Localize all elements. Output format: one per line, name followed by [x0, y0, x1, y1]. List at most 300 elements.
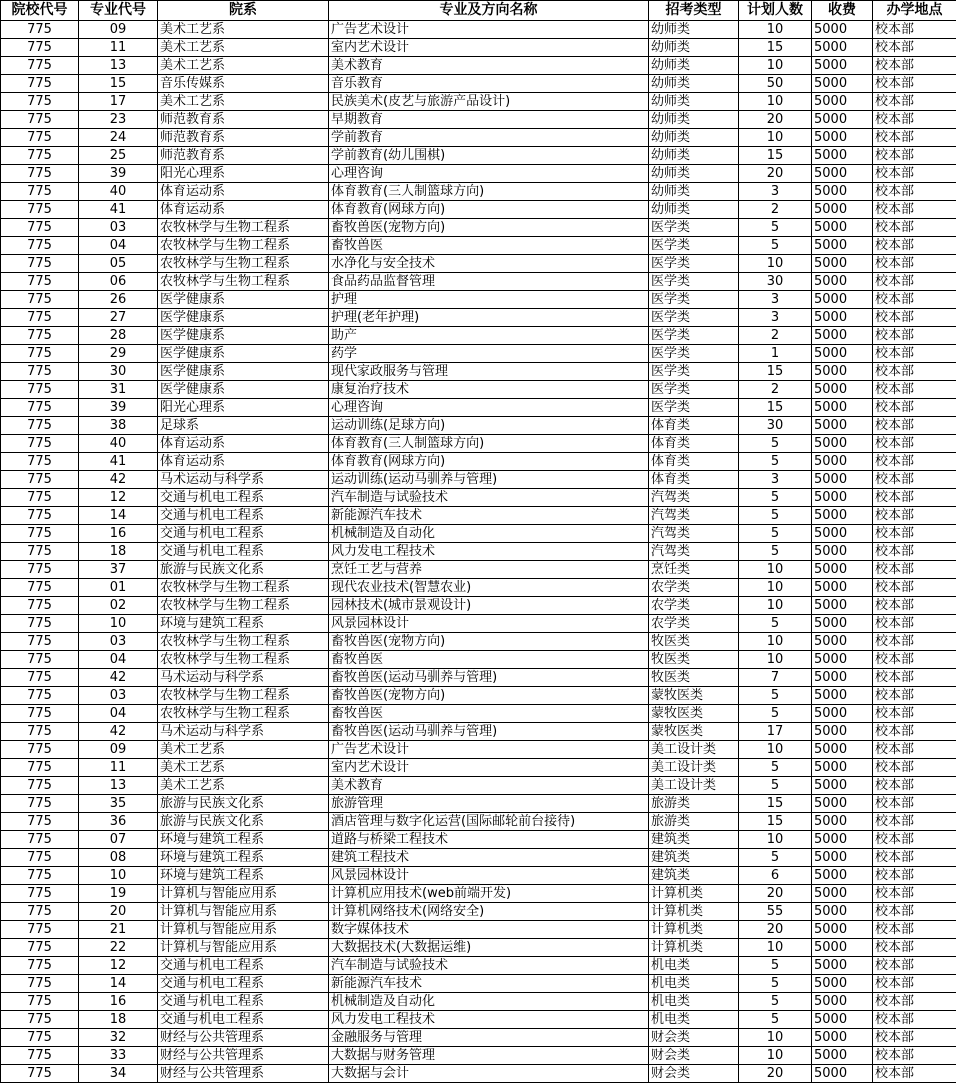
major-code-cell: 01: [79, 579, 158, 597]
major-code-cell: 40: [79, 183, 158, 201]
major-code-cell: 37: [79, 561, 158, 579]
location-cell: 校本部: [873, 1065, 956, 1083]
major-code-cell: 14: [79, 975, 158, 993]
major-name-cell: 畜牧兽医(运动马驯养与管理): [329, 723, 649, 741]
table-row: [1, 453, 956, 471]
location-cell: 校本部: [873, 651, 956, 669]
fee-cell: 5000: [812, 831, 873, 849]
department-cell: 美术工艺系: [158, 759, 329, 777]
exam-type-cell: 机电类: [649, 975, 739, 993]
department-cell: 交通与机电工程系: [158, 543, 329, 561]
department-cell: 旅游与民族文化系: [158, 813, 329, 831]
exam-type-cell: 计算机类: [649, 939, 739, 957]
major-code-cell: 04: [79, 705, 158, 723]
major-name-cell: 新能源汽车技术: [329, 975, 649, 993]
fee-cell: 5000: [812, 777, 873, 795]
table-row: [1, 669, 956, 687]
major-name-cell: 汽车制造与试验技术: [329, 957, 649, 975]
major-code-cell: 33: [79, 1047, 158, 1065]
table-row: [1, 75, 956, 93]
plan-count-cell: 10: [739, 831, 812, 849]
location-cell: 校本部: [873, 687, 956, 705]
school-code-cell: 775: [1, 669, 79, 687]
fee-cell: 5000: [812, 669, 873, 687]
location-cell: 校本部: [873, 363, 956, 381]
plan-count-cell: 15: [739, 39, 812, 57]
location-cell: 校本部: [873, 723, 956, 741]
school-code-cell: 775: [1, 165, 79, 183]
plan-count-cell: 5: [739, 615, 812, 633]
major-code-cell: 39: [79, 399, 158, 417]
location-cell: 校本部: [873, 543, 956, 561]
department-cell: 农牧林学与生物工程系: [158, 255, 329, 273]
school-code-cell: 775: [1, 741, 79, 759]
major-name-cell: 美术教育: [329, 57, 649, 75]
exam-type-cell: 幼师类: [649, 93, 739, 111]
school-code-cell: 775: [1, 489, 79, 507]
location-cell: 校本部: [873, 291, 956, 309]
school-code-cell: 775: [1, 453, 79, 471]
plan-count-cell: 7: [739, 669, 812, 687]
plan-count-cell: 10: [739, 741, 812, 759]
exam-type-cell: 幼师类: [649, 111, 739, 129]
school-code-cell: 775: [1, 525, 79, 543]
location-cell: 校本部: [873, 21, 956, 39]
department-cell: 交通与机电工程系: [158, 957, 329, 975]
location-cell: 校本部: [873, 255, 956, 273]
table-row: [1, 363, 956, 381]
fee-cell: 5000: [812, 255, 873, 273]
plan-count-cell: 15: [739, 813, 812, 831]
department-cell: 财经与公共管理系: [158, 1065, 329, 1083]
major-name-cell: 现代农业技术(智慧农业): [329, 579, 649, 597]
plan-count-cell: 5: [739, 219, 812, 237]
major-name-cell: 旅游管理: [329, 795, 649, 813]
major-name-cell: 学前教育(幼儿围棋): [329, 147, 649, 165]
fee-cell: 5000: [812, 381, 873, 399]
fee-cell: 5000: [812, 867, 873, 885]
department-cell: 师范教育系: [158, 111, 329, 129]
school-code-header: 院校代号: [1, 1, 79, 21]
exam-type-cell: 财会类: [649, 1029, 739, 1047]
department-cell: 体育运动系: [158, 435, 329, 453]
exam-type-header: 招考类型: [649, 1, 739, 21]
department-cell: 医学健康系: [158, 363, 329, 381]
location-cell: 校本部: [873, 273, 956, 291]
major-name-cell: 金融服务与管理: [329, 1029, 649, 1047]
exam-type-cell: 牧医类: [649, 633, 739, 651]
location-cell: 校本部: [873, 1047, 956, 1065]
department-cell: 财经与公共管理系: [158, 1047, 329, 1065]
exam-type-cell: 医学类: [649, 327, 739, 345]
school-code-cell: 775: [1, 417, 79, 435]
location-cell: 校本部: [873, 597, 956, 615]
school-code-cell: 775: [1, 705, 79, 723]
major-name-cell: 畜牧兽医(运动马驯养与管理): [329, 669, 649, 687]
major-code-cell: 27: [79, 309, 158, 327]
exam-type-cell: 体育类: [649, 453, 739, 471]
school-code-cell: 775: [1, 507, 79, 525]
major-name-cell: 机械制造及自动化: [329, 525, 649, 543]
department-cell: 阳光心理系: [158, 399, 329, 417]
location-cell: 校本部: [873, 561, 956, 579]
table-row: [1, 471, 956, 489]
fee-cell: 5000: [812, 813, 873, 831]
fee-cell: 5000: [812, 615, 873, 633]
table-row: [1, 1011, 956, 1029]
table-row: [1, 993, 956, 1011]
exam-type-cell: 汽驾类: [649, 507, 739, 525]
major-code-cell: 15: [79, 75, 158, 93]
table-row: [1, 975, 956, 993]
table-row: [1, 759, 956, 777]
fee-cell: 5000: [812, 309, 873, 327]
school-code-cell: 775: [1, 723, 79, 741]
department-cell: 交通与机电工程系: [158, 525, 329, 543]
major-name-cell: 体育教育(三人制篮球方向): [329, 435, 649, 453]
department-cell: 农牧林学与生物工程系: [158, 651, 329, 669]
location-cell: 校本部: [873, 741, 956, 759]
fee-cell: 5000: [812, 147, 873, 165]
location-cell: 校本部: [873, 183, 956, 201]
table-row: [1, 849, 956, 867]
school-code-cell: 775: [1, 237, 79, 255]
table-row: [1, 615, 956, 633]
plan-count-cell: 5: [739, 435, 812, 453]
exam-type-cell: 农学类: [649, 615, 739, 633]
school-code-cell: 775: [1, 75, 79, 93]
major-code-cell: 25: [79, 147, 158, 165]
school-code-cell: 775: [1, 471, 79, 489]
plan-count-cell: 3: [739, 291, 812, 309]
exam-type-cell: 农学类: [649, 597, 739, 615]
location-cell: 校本部: [873, 525, 956, 543]
major-name-cell: 计算机应用技术(web前端开发): [329, 885, 649, 903]
school-code-cell: 775: [1, 363, 79, 381]
major-name-cell: 民族美术(皮艺与旅游产品设计): [329, 93, 649, 111]
exam-type-cell: 烹饪类: [649, 561, 739, 579]
department-cell: 农牧林学与生物工程系: [158, 633, 329, 651]
table-row: [1, 39, 956, 57]
plan-count-cell: 10: [739, 633, 812, 651]
school-code-cell: 775: [1, 957, 79, 975]
department-cell: 阳光心理系: [158, 165, 329, 183]
major-name-cell: 现代家政服务与管理: [329, 363, 649, 381]
major-code-cell: 03: [79, 219, 158, 237]
major-code-cell: 04: [79, 237, 158, 255]
plan-count-cell: 20: [739, 111, 812, 129]
department-cell: 马术运动与科学系: [158, 471, 329, 489]
fee-cell: 5000: [812, 849, 873, 867]
table-row: [1, 201, 956, 219]
table-row: [1, 129, 956, 147]
school-code-cell: 775: [1, 867, 79, 885]
location-cell: 校本部: [873, 165, 956, 183]
exam-type-cell: 机电类: [649, 993, 739, 1011]
school-code-cell: 775: [1, 885, 79, 903]
location-cell: 校本部: [873, 633, 956, 651]
major-name-cell: 道路与桥梁工程技术: [329, 831, 649, 849]
department-cell: 环境与建筑工程系: [158, 831, 329, 849]
fee-cell: 5000: [812, 183, 873, 201]
location-cell: 校本部: [873, 93, 956, 111]
school-code-cell: 775: [1, 939, 79, 957]
exam-type-cell: 建筑类: [649, 867, 739, 885]
major-name-cell: 食品药品监督管理: [329, 273, 649, 291]
table-row: [1, 1047, 956, 1065]
exam-type-cell: 美工设计类: [649, 741, 739, 759]
major-name-cell: 畜牧兽医: [329, 237, 649, 255]
major-code-cell: 03: [79, 687, 158, 705]
plan-count-cell: 10: [739, 651, 812, 669]
department-cell: 音乐传媒系: [158, 75, 329, 93]
school-code-cell: 775: [1, 777, 79, 795]
fee-cell: 5000: [812, 723, 873, 741]
location-cell: 校本部: [873, 39, 956, 57]
location-cell: 校本部: [873, 777, 956, 795]
major-name-cell: 新能源汽车技术: [329, 507, 649, 525]
location-cell: 校本部: [873, 795, 956, 813]
fee-cell: 5000: [812, 633, 873, 651]
major-name-cell: 烹饪工艺与营养: [329, 561, 649, 579]
school-code-cell: 775: [1, 831, 79, 849]
exam-type-cell: 幼师类: [649, 57, 739, 75]
location-cell: 校本部: [873, 147, 956, 165]
major-name-cell: 心理咨询: [329, 399, 649, 417]
plan-count-cell: 5: [739, 489, 812, 507]
table-row: [1, 327, 956, 345]
school-code-cell: 775: [1, 201, 79, 219]
major-code-cell: 02: [79, 597, 158, 615]
exam-type-cell: 医学类: [649, 345, 739, 363]
location-cell: 校本部: [873, 57, 956, 75]
major-name-cell: 风景园林设计: [329, 867, 649, 885]
school-code-cell: 775: [1, 57, 79, 75]
department-cell: 马术运动与科学系: [158, 723, 329, 741]
location-cell: 校本部: [873, 939, 956, 957]
department-cell: 足球系: [158, 417, 329, 435]
exam-type-cell: 医学类: [649, 291, 739, 309]
exam-type-cell: 幼师类: [649, 75, 739, 93]
table-row: [1, 687, 956, 705]
location-cell: 校本部: [873, 111, 956, 129]
plan-count-cell: 10: [739, 939, 812, 957]
table-row: [1, 417, 956, 435]
department-cell: 美术工艺系: [158, 21, 329, 39]
exam-type-cell: 蒙牧医类: [649, 723, 739, 741]
fee-cell: 5000: [812, 705, 873, 723]
plan-count-cell: 15: [739, 147, 812, 165]
location-cell: 校本部: [873, 507, 956, 525]
department-header: 院系: [158, 1, 329, 21]
location-cell: 校本部: [873, 759, 956, 777]
school-code-cell: 775: [1, 561, 79, 579]
fee-cell: 5000: [812, 363, 873, 381]
exam-type-cell: 建筑类: [649, 831, 739, 849]
major-name-cell: 酒店管理与数字化运营(国际邮轮前台接待): [329, 813, 649, 831]
fee-cell: 5000: [812, 39, 873, 57]
major-name-cell: 大数据技术(大数据运维): [329, 939, 649, 957]
fee-cell: 5000: [812, 651, 873, 669]
table-row: [1, 1065, 956, 1083]
department-cell: 农牧林学与生物工程系: [158, 219, 329, 237]
major-name-cell: 水净化与安全技术: [329, 255, 649, 273]
school-code-cell: 775: [1, 309, 79, 327]
school-code-cell: 775: [1, 291, 79, 309]
table-row: [1, 507, 956, 525]
major-code-cell: 24: [79, 129, 158, 147]
table-row: [1, 165, 956, 183]
plan-count-cell: 10: [739, 57, 812, 75]
school-code-cell: 775: [1, 399, 79, 417]
fee-cell: 5000: [812, 597, 873, 615]
plan-count-cell: 3: [739, 309, 812, 327]
plan-count-cell: 10: [739, 93, 812, 111]
major-code-cell: 05: [79, 255, 158, 273]
school-code-cell: 775: [1, 579, 79, 597]
major-name-cell: 体育教育(三人制篮球方向): [329, 183, 649, 201]
exam-type-cell: 财会类: [649, 1047, 739, 1065]
location-cell: 校本部: [873, 201, 956, 219]
department-cell: 农牧林学与生物工程系: [158, 597, 329, 615]
exam-type-cell: 计算机类: [649, 903, 739, 921]
plan-count-cell: 5: [739, 687, 812, 705]
department-cell: 美术工艺系: [158, 93, 329, 111]
exam-type-cell: 幼师类: [649, 21, 739, 39]
exam-type-cell: 医学类: [649, 255, 739, 273]
fee-cell: 5000: [812, 435, 873, 453]
table-body: [1, 21, 956, 1083]
plan-count-cell: 6: [739, 867, 812, 885]
major-name-cell: 室内艺术设计: [329, 39, 649, 57]
school-code-cell: 775: [1, 93, 79, 111]
header-row: [1, 1, 956, 21]
department-cell: 环境与建筑工程系: [158, 849, 329, 867]
major-code-cell: 18: [79, 1011, 158, 1029]
major-code-cell: 11: [79, 759, 158, 777]
major-name-cell: 护理(老年护理): [329, 309, 649, 327]
table-row: [1, 795, 956, 813]
school-code-cell: 775: [1, 183, 79, 201]
plan-count-cell: 30: [739, 273, 812, 291]
location-cell: 校本部: [873, 75, 956, 93]
fee-cell: 5000: [812, 543, 873, 561]
school-code-cell: 775: [1, 651, 79, 669]
major-name-cell: 汽车制造与试验技术: [329, 489, 649, 507]
major-name-cell: 畜牧兽医(宠物方向): [329, 219, 649, 237]
department-cell: 交通与机电工程系: [158, 975, 329, 993]
fee-cell: 5000: [812, 399, 873, 417]
fee-cell: 5000: [812, 993, 873, 1011]
location-cell: 校本部: [873, 1029, 956, 1047]
plan-count-cell: 15: [739, 399, 812, 417]
fee-cell: 5000: [812, 1065, 873, 1083]
table-row: [1, 633, 956, 651]
department-cell: 环境与建筑工程系: [158, 867, 329, 885]
fee-cell: 5000: [812, 93, 873, 111]
major-code-cell: 35: [79, 795, 158, 813]
major-code-cell: 41: [79, 453, 158, 471]
major-code-cell: 39: [79, 165, 158, 183]
table-row: [1, 831, 956, 849]
plan-count-cell: 50: [739, 75, 812, 93]
plan-count-cell: 10: [739, 129, 812, 147]
plan-count-cell: 55: [739, 903, 812, 921]
table-row: [1, 579, 956, 597]
fee-cell: 5000: [812, 21, 873, 39]
location-cell: 校本部: [873, 903, 956, 921]
major-code-cell: 14: [79, 507, 158, 525]
table-row: [1, 723, 956, 741]
major-name-cell: 运动训练(运动马驯养与管理): [329, 471, 649, 489]
fee-cell: 5000: [812, 471, 873, 489]
fee-cell: 5000: [812, 561, 873, 579]
major-code-cell: 22: [79, 939, 158, 957]
school-code-cell: 775: [1, 1011, 79, 1029]
table-row: [1, 939, 956, 957]
plan-count-cell: 2: [739, 201, 812, 219]
major-code-cell: 13: [79, 57, 158, 75]
exam-type-cell: 旅游类: [649, 813, 739, 831]
major-code-cell: 20: [79, 903, 158, 921]
major-name-cell: 畜牧兽医(宠物方向): [329, 633, 649, 651]
exam-type-cell: 幼师类: [649, 201, 739, 219]
major-name-cell: 数字媒体技术: [329, 921, 649, 939]
major-code-cell: 38: [79, 417, 158, 435]
fee-cell: 5000: [812, 489, 873, 507]
school-code-cell: 775: [1, 255, 79, 273]
plan-count-cell: 5: [739, 759, 812, 777]
fee-cell: 5000: [812, 885, 873, 903]
major-code-cell: 04: [79, 651, 158, 669]
fee-cell: 5000: [812, 57, 873, 75]
major-code-cell: 40: [79, 435, 158, 453]
plan-count-cell: 20: [739, 165, 812, 183]
department-cell: 医学健康系: [158, 309, 329, 327]
major-name-cell: 美术教育: [329, 777, 649, 795]
location-cell: 校本部: [873, 993, 956, 1011]
plan-count-cell: 5: [739, 525, 812, 543]
department-cell: 医学健康系: [158, 291, 329, 309]
major-code-cell: 10: [79, 867, 158, 885]
major-name-cell: 大数据与会计: [329, 1065, 649, 1083]
plan-count-cell: 30: [739, 417, 812, 435]
location-cell: 校本部: [873, 309, 956, 327]
major-code-cell: 31: [79, 381, 158, 399]
school-code-cell: 775: [1, 795, 79, 813]
location-cell: 校本部: [873, 849, 956, 867]
location-header: 办学地点: [873, 1, 956, 21]
major-code-cell: 42: [79, 669, 158, 687]
major-code-cell: 11: [79, 39, 158, 57]
plan-count-cell: 10: [739, 561, 812, 579]
table-row: [1, 399, 956, 417]
major-code-cell: 23: [79, 111, 158, 129]
exam-type-cell: 幼师类: [649, 129, 739, 147]
location-cell: 校本部: [873, 867, 956, 885]
fee-cell: 5000: [812, 219, 873, 237]
major-name-header: 专业及方向名称: [329, 1, 649, 21]
plan-count-cell: 3: [739, 471, 812, 489]
department-cell: 医学健康系: [158, 327, 329, 345]
plan-count-cell: 15: [739, 363, 812, 381]
location-cell: 校本部: [873, 831, 956, 849]
exam-type-cell: 美工设计类: [649, 759, 739, 777]
location-cell: 校本部: [873, 669, 956, 687]
fee-cell: 5000: [812, 759, 873, 777]
major-code-cell: 30: [79, 363, 158, 381]
table-row: [1, 921, 956, 939]
